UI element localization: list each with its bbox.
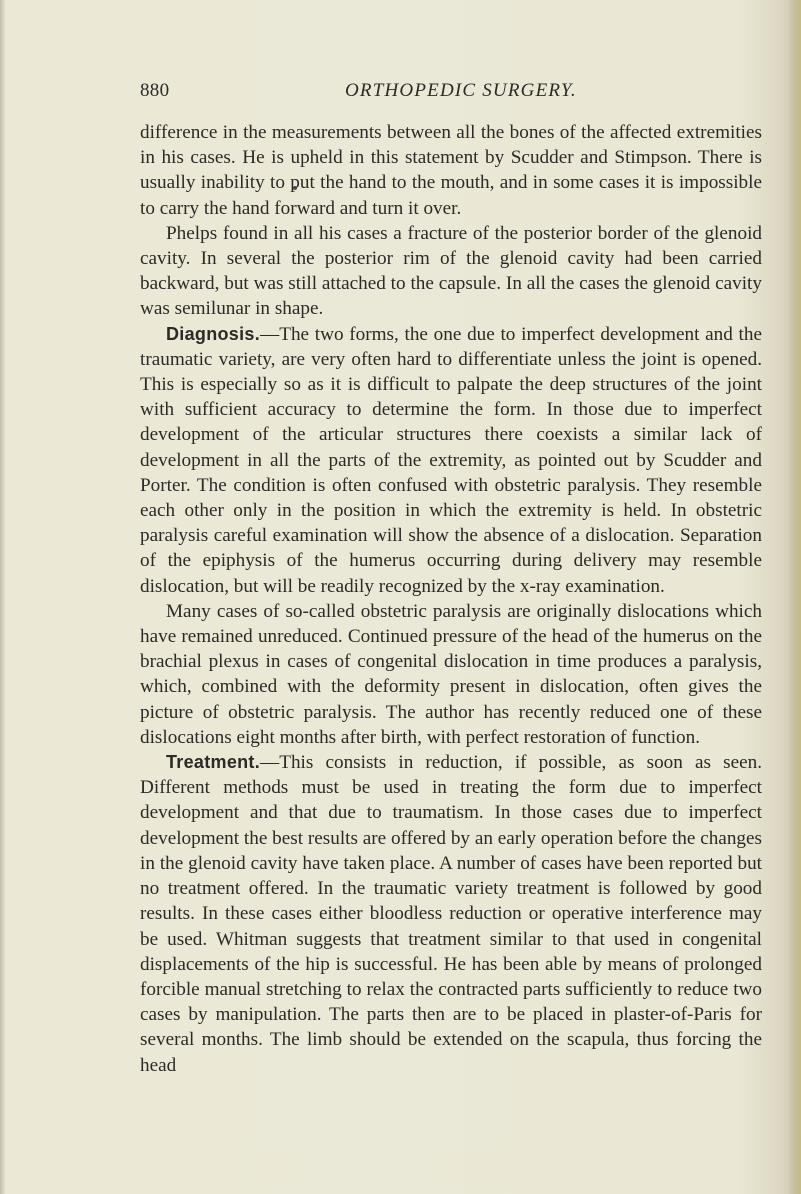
paragraph-phelps: [140, 221, 762, 322]
paragraph-continuation: [140, 120, 762, 221]
page-number: 880: [140, 80, 170, 101]
paragraph-text: —This consists in reduction, if possible, as soon as seen. Different methods must be used in treating the form due to imperfect development and that due to traumatism. In those cases due to imperfect development the best results are offered by an early operation before the changes in the glenoid cavity have taken place. A number of cases have been reported but no treatment offered. In the traumatic variety treatment is followed by good results. In these cases either bloodless reduction or operative interference may be used. Whitman suggests that treatment similar to that used in congenital displacements of the hip is successful. He has been able by means of prolonged forcible manual stretching to relax the contracted parts sufficiently to reduce two cases by manipulation. The parts then are to be placed in plaster-of-Paris for several months. The limb should be extended on the scapula, thus forcing the head: [140, 752, 762, 1076]
page-edge-discoloration: [787, 0, 801, 1194]
paragraph-treatment: [140, 750, 762, 1078]
paragraph-text: Phelps found in all his cases a fracture of the posterior border of the glenoid cavity. In several the posterior rim of the glenoid cavity had been carried backward, but was still attached to the capsule. In all the cases the glenoid cavity was semilunar in shape.: [140, 222, 762, 320]
section-heading-diagnosis: Diagnosis.: [166, 323, 261, 344]
paragraph-obstetric-paralysis: [140, 599, 762, 750]
section-heading-treatment: Treatment.: [166, 752, 261, 773]
paragraph-text: difference in the measurements between all the bones of the affected extremities in his cases. He is upheld in this statement by Scudder and Stimpson. There is usually inability to put the hand to the mouth, and in some cases it is impossible to carry the hand forward and turn it over.: [140, 122, 762, 219]
page-gutter-shadow: [0, 0, 6, 1194]
running-title: ORTHOPEDIC SURGERY.: [345, 80, 577, 101]
paragraph-diagnosis: [140, 322, 762, 599]
paragraph-text: —The two forms, the one due to imperfect development and the traumatic variety, are very often hard to differentiate unless the joint is opened. This is especially so as it is difficult to palpate the deep structures of the joint with sufficient accuracy to determine the form. In those due to imperfect development of the articular structures there coexists a similar lack of development in all the parts of the extremity, as pointed out by Scudder and Porter. The condition is often confused with obstetric paralysis. They resemble each other only in the position in which the extremity is held. In obstetric paralysis careful examination will show the absence of a dislocation. Separation of the epiphysis of the humerus occurring during delivery may resemble dislocation, but will be readily recognized by the x-ray examination.: [140, 323, 762, 597]
body-text: [140, 120, 762, 1078]
paragraph-text: Many cases of so-called obstetric paralysis are originally dislocations which have remained unreduced. Continued pressure of the head of the humerus on the brachial plexus in cases of congenital dislocation in time produces a paralysis, which, combined with the deformity present in dislocation, often gives the picture of obstetric paralysis. The author has recently reduced one of these dislocations eight months after birth, with perfect restoration of function.: [140, 600, 762, 748]
page-header: [140, 80, 760, 106]
